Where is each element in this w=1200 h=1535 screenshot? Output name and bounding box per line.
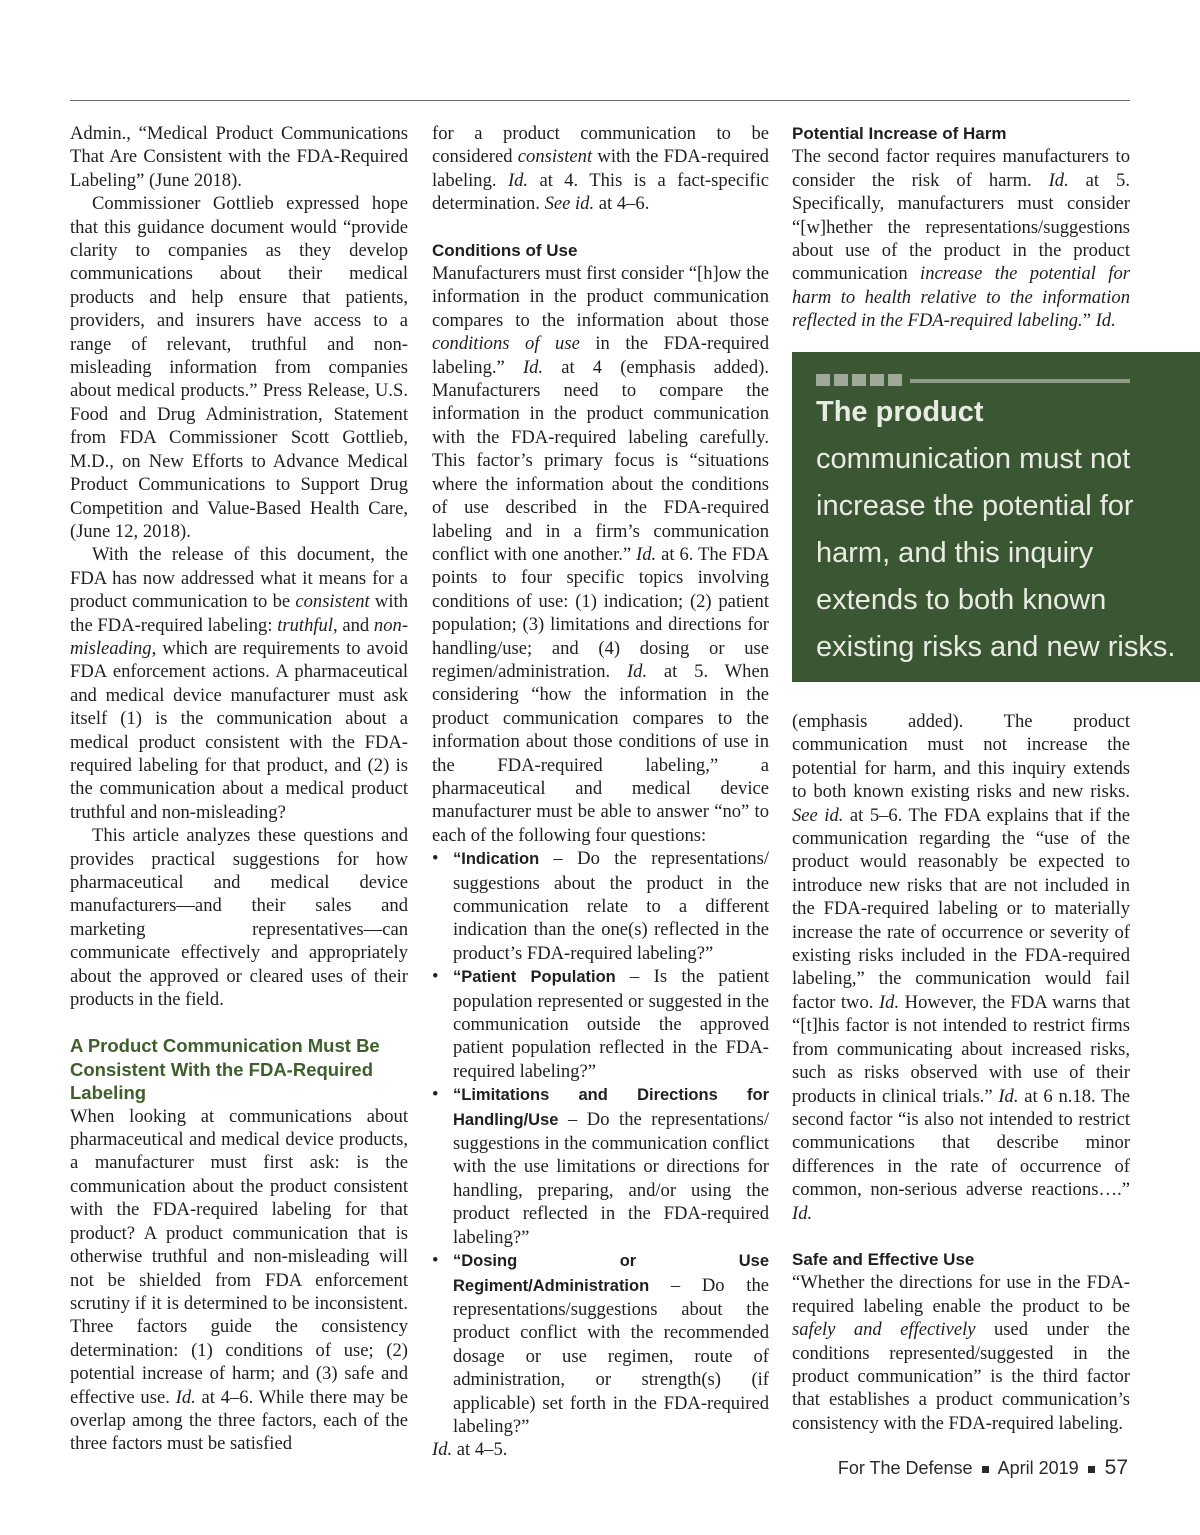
bullet-icon: • — [432, 966, 439, 988]
paragraph: Commissioner Gottlieb expressed hope that this guidance document would “provide clarity to companies as they develop communications about their medical products and help ensure that patients, providers, and insurers have access to a range of relevant, truthful and non-misleading information from companies about medical products.” Press Release, U.S. Food and Drug Administration, Statement from FDA Commissioner Scott Gottlieb, M.D., on New Efforts to Advance Medical Product Communications to Support Drug Competition and Value-Based Health Care, (June 12, 2018). — [70, 193, 408, 542]
pull-quote — [792, 352, 1200, 682]
paragraph: (emphasis added). The product communication must not increase the potential for harm, and this inquiry extends to both known existing risks and new risks. See id. at 5–6. The FDA explains that if the communication regarding the “use of the product would reasonably be expected to introduce new risks that are not included in the FDA-required labeling or to materially increase the rate of occurrence or severity of existing risks included in the FDA-required labeling,” the communication would fail factor two. Id. However, the FDA warns that “[t]his factor is not intended to restrict firms from communicating about increased risks, such as risks observed with use of their products in clinical trials.” Id. at 6 n.18. The second factor “is also not intended to restrict communications that describe minor differences in the rate of occurrence of common, non-serious adverse reactions….” Id. — [792, 711, 1131, 1224]
subsection-heading: Conditions of Use — [432, 240, 578, 260]
decorative-dots — [816, 374, 902, 386]
publication-name: For The Defense — [837, 1458, 973, 1478]
column-3-top — [792, 122, 1130, 333]
paragraph: This article analyzes these questions and provides practical suggestions for how pharmaceutical and medical device manufacturers—and their sales and marketing representatives—can communicate effectively and appropriately about the approved or cleared uses of their products in the field. — [70, 825, 408, 1011]
questions-list — [432, 847, 769, 1438]
pull-quote-text: communication must not increase the potential for harm, and this inquiry extends to both known existing risks and new risks. — [816, 443, 1176, 663]
column-3-bottom — [792, 710, 1130, 1435]
list-item: • “Patient Population – Is the patient population represented or suggested in the communication outside the approved patient population reflected in the FDA-required labeling?” — [432, 966, 769, 1082]
list-item: • “Indication – Do the representations/ suggestions about the product in the communication relate to a different indication than the one(s) reflected in the product’s FDA-required labeling?” — [432, 848, 769, 964]
list-item: • “Dosing or Use Regiment/Administration – Do the representations/suggestions about the product conflict with the recommended dosage or use regimen, route of administration, or strength(s) (if applicable) set forth in the FDA-required labeling?” — [432, 1250, 769, 1437]
pull-quote-title: The product — [816, 396, 984, 428]
paragraph: The second factor requires manufacturers to consider the risk of harm. Id. at 5. Specifically, manufacturers must consider “[w]hether the representations/suggestions about use of the product in the product communication increase the potential for harm to health relative to the information reflected in the FDA-required labeling.” Id. — [792, 146, 1130, 332]
paragraph: With the release of this document, the FDA has now addressed what it means for a product communication to be consistent with the FDA-required labeling: truthful, and non-misleading, which are requirements to avoid FDA enforcement actions. A pharmaceutical and medical device manufacturer must ask itself (1) is the communication about a medical product consistent with the FDA-required labeling for that product, and (2) is the communication about a medical product truthful and non-misleading? — [70, 544, 409, 823]
subsection-heading: Safe and Effective Use — [792, 1249, 975, 1269]
issue-date: April 2019 — [997, 1458, 1079, 1478]
paragraph: Admin., “Medical Product Communications That Are Consistent with the FDA-Required Labeling” (June 2018). — [70, 123, 408, 191]
citation: Id. at 4–5. — [432, 1439, 508, 1461]
bullet-icon: • — [432, 1250, 439, 1272]
top-rule — [70, 100, 1130, 101]
subsection-heading: Potential Increase of Harm — [792, 124, 1007, 143]
paragraph: Manufacturers must first consider “[h]ow the information in the product communication compares to the information about those conditions of use in the FDA-required labeling.” Id. at 4 (emphasis added). Manufacturers need to compare the information in the product communication with the FDA-required labeling carefully. This factor’s primary focus is “situations where the information about the conditions of use described in the FDA-required labeling and in a firm’s communication conflict with one another.” Id. at 6. The FDA points to four specific topics involving conditions of use: (1) indication; (2) patient population; (3) limitations and directions for handling/use; and (4) dosing or use regimen/administration. Id. at 5. When considering “how the information in the product communication compares to the information about those conditions of use in the FDA-required labeling,” a pharmaceutical and medical device manufacturer must be able to answer “no” to each of the following four questions: — [432, 263, 769, 846]
section-heading: A Product Communication Must Be Consistent With the FDA-Required Labeling — [70, 1035, 380, 1104]
paragraph: “Whether the directions for use in the FDA-required labeling enable the product to be safely and effectively used under the conditions represented/suggested in the product communication” is the third factor that establishes a product communication’s consistency with the FDA-required labeling. — [792, 1272, 1130, 1434]
separator-square-icon — [1088, 1466, 1095, 1473]
decorative-line — [910, 379, 1130, 383]
bullet-icon: • — [432, 848, 439, 870]
page-number: 57 — [1104, 1456, 1128, 1479]
bullet-icon: • — [432, 1084, 439, 1106]
list-item: • “Limitations and Directions for Handling/Use – Do the representations/ suggestions in the communication conflict with the use limitations or directions for handling, preparing, and/or using the product reflected in the FDA-required labeling?” — [432, 1084, 769, 1248]
separator-square-icon — [982, 1466, 989, 1473]
column-1 — [70, 122, 408, 1456]
page-footer — [838, 1456, 1128, 1480]
paragraph: When looking at communications about pharmaceutical and medical device products, a manufacturer must first ask: is the communication about the product consistent with the FDA-required labeling for that product? A product communication that is otherwise truthful and non-misleading will not be shielded from FDA enforcement scrutiny if it is determined to be inconsistent. Three factors guide the consistency determination: (1) conditions of use; (2) potential increase of harm; and (3) safe and effective use. Id. at 4–6. While there may be overlap among the three factors, each of the three factors must be satisfied — [70, 1105, 409, 1455]
paragraph: for a product communication to be considered consistent with the FDA-required labeling. Id. at 4. This is a fact-specific determination. See id. at 4–6. — [432, 123, 769, 215]
column-2 — [432, 122, 769, 1462]
